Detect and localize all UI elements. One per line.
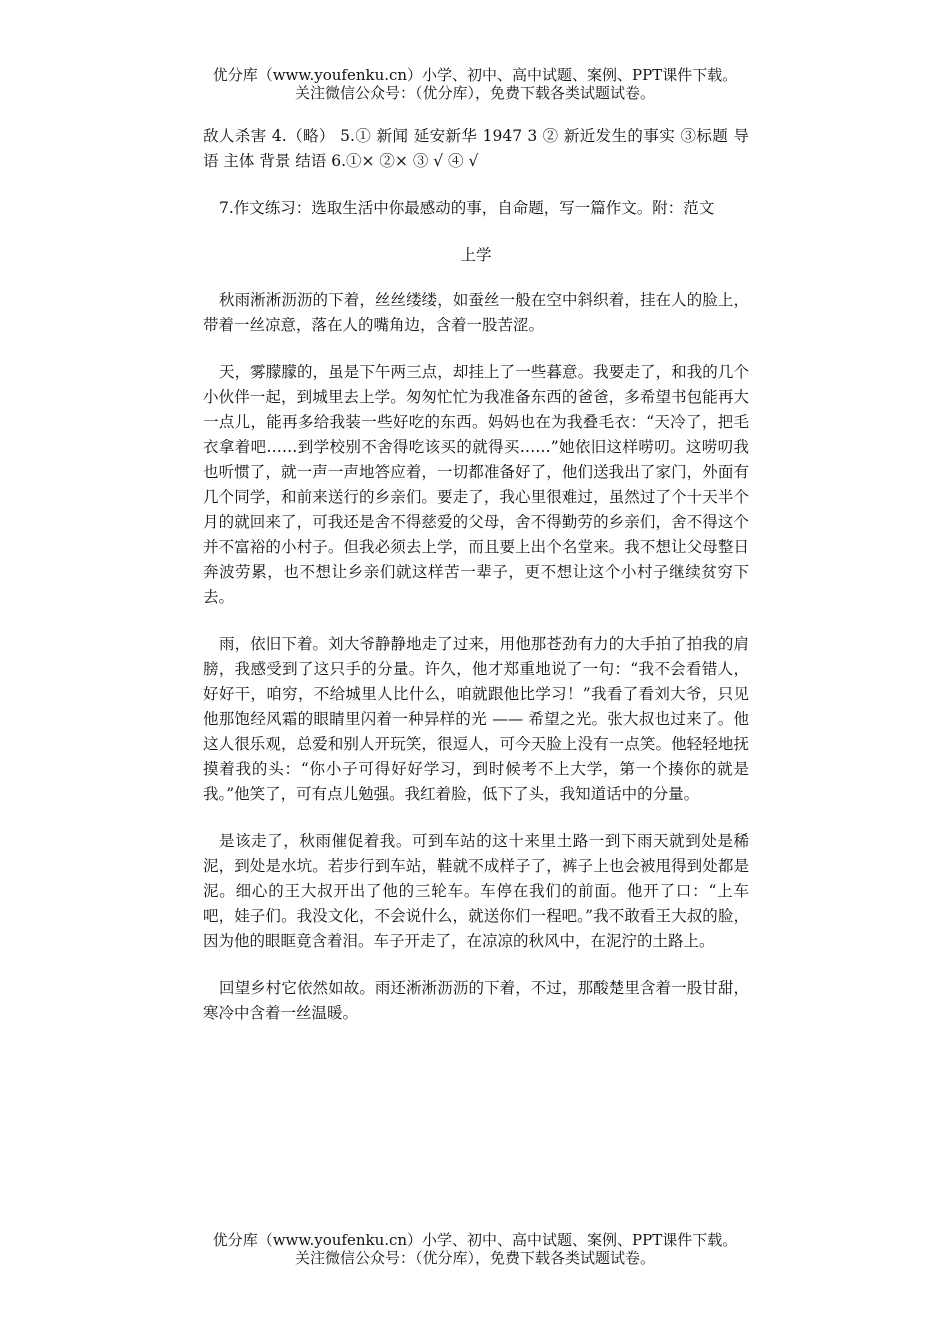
essay-paragraph-3: 雨，依旧下着。刘大爷静静地走了过来，用他那苍劲有力的大手拍了拍我的肩膀，我感受到了这只手的分量。许久，他才郑重地说了一句：“我不会看错人，好好干，咱穷，不给城里人比什么，咱就跟他比学习！”我看了看刘大爷，只见他那饱经风霜的眼睛里闪着一种异样的光 —— 希望之光。张大叔也过来了。他这人很乐观，总爱和别人开玩笑，很逗人，可今天脸上没有一点笑。他轻轻地抚摸着我的头：“你小子可得好好学习，到时候考不上大学，第一个揍你的就是我。”他笑了，可有点儿勉强。我红着脸，低下了头，我知道话中的分量。 — [203, 635, 749, 803]
essay-paragraph-5: 回望乡村它依然如故。雨还淅淅沥沥的下着，不过，那酸楚里含着一股甘甜，寒冷中含着一丝温暖。 — [203, 979, 749, 1022]
header-line-1: 优分库（www.youfenku.cn）小学、初中、高中试题、案例、PPT课件下载。 — [212, 66, 738, 84]
exercise-prompt: 7.作文练习：选取生活中你最感动的事，自命题，写一篇作文。附：范文 — [219, 199, 715, 217]
essay-paragraph-4: 是该走了，秋雨催促着我。可到车站的这十来里土路一到下雨天就到处是稀泥，到处是水坑。若步行到车站，鞋就不成样子了，裤子上也会被甩得到处都是泥。细心的王大叔开出了他的三轮车。车停在我们的前面。他开了口：“上车吧，娃子们。我没文化，不会说什么，就送你们一程吧。”我不敢看王大叔的脸，因为他的眼眶竟含着泪。车子开走了，在凉凉的秋风中，在泥泞的土路上。 — [203, 832, 749, 950]
footer-line-2: 关注微信公众号：（优分库），免费下载各类试题试卷。 — [294, 1249, 655, 1267]
document-body — [203, 124, 749, 1048]
footer-line-1: 优分库（www.youfenku.cn）小学、初中、高中试题、案例、PPT课件下载。 — [212, 1231, 738, 1249]
essay-paragraph-1: 秋雨淅淅沥沥的下着，丝丝缕缕，如蚕丝一般在空中斜织着，挂在人的脸上，带着一丝凉意，落在人的嘴角边，含着一股苦涩。 — [203, 291, 749, 334]
essay-title: 上学 — [460, 246, 492, 264]
header-line-2: 关注微信公众号：（优分库），免费下载各类试题试卷。 — [294, 84, 655, 102]
page-footer — [0, 1231, 950, 1267]
answers-line: 敌人杀害 4.（略） 5.① 新闻 延安新华 1947 3 ② 新近发生的事实 ③标题 导语 主体 背景 结语 6.①× ②× ③ √ ④ √ — [203, 127, 749, 170]
essay-paragraph-2: 天，雾朦朦的，虽是下午两三点，却挂上了一些暮意。我要走了，和我的几个小伙伴一起，到城里去上学。匆匆忙忙为我准备东西的爸爸，多希望书包能再大一点儿，能再多给我装一些好吃的东西。妈妈也在为我叠毛衣：“天冷了，把毛衣拿着吧……到学校别不舍得吃该买的就得买……”她依旧这样唠叨。这唠叨我也听惯了，就一声一声地答应着，一切都准备好了，他们送我出了家门，外面有几个同学，和前来送行的乡亲们。要走了，我心里很难过，虽然过了个十天半个月的就回来了，可我还是舍不得慈爱的父母，舍不得勤劳的乡亲们，舍不得这个并不富裕的小村子。但我必须去上学，而且要上出个名堂来。我不想让父母整日奔波劳累，也不想让乡亲们就这样苦一辈子，更不想让这个小村子继续贫穷下去。 — [203, 363, 749, 606]
page-header — [0, 66, 950, 102]
